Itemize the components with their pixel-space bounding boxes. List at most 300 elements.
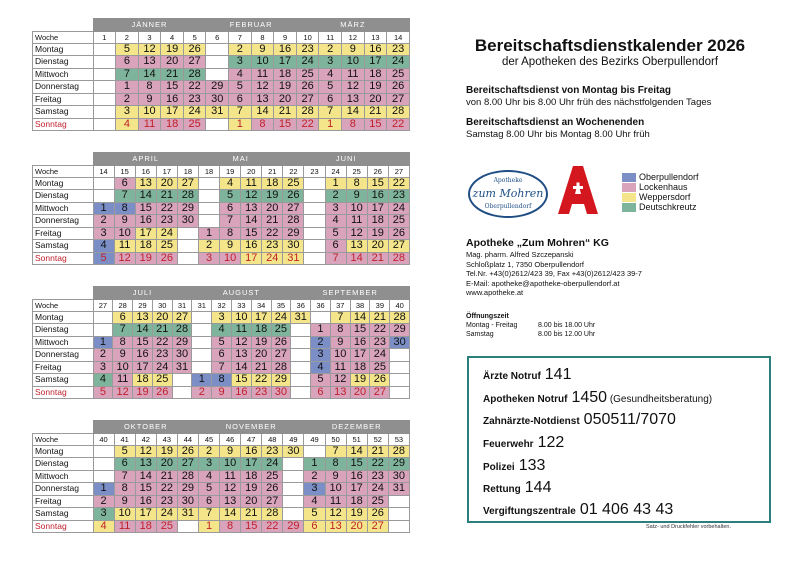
day-cell: 28	[296, 106, 319, 119]
day-cell: 17	[241, 458, 262, 471]
day-cell: 26	[283, 190, 304, 203]
week-number: 34	[251, 299, 271, 311]
day-cell: 11	[220, 470, 241, 483]
week-number: 24	[325, 165, 346, 177]
day-cell: 17	[135, 508, 156, 521]
week-number: 46	[220, 433, 241, 445]
day-cell	[192, 324, 212, 337]
day-cell: 24	[262, 458, 283, 471]
hours-days: Samstag	[466, 331, 494, 338]
logo-main-text: zum Mohren	[472, 187, 544, 200]
day-cell: 24	[296, 56, 319, 69]
page-subtitle: der Apotheken des Bezirks Oberpullendorf	[501, 56, 719, 68]
day-cell: 4	[229, 68, 252, 81]
day-cell: 7	[325, 445, 346, 458]
emergency-number: 141	[544, 366, 572, 383]
day-cell: 8	[114, 483, 135, 496]
weekend-service-heading: Bereitschaftsdienst an Wochenenden	[466, 117, 645, 128]
legend-label: Oberpullendorf	[639, 172, 699, 182]
emergency-row	[483, 457, 545, 475]
day-cell: 29	[177, 483, 198, 496]
day-cell: 24	[370, 349, 390, 362]
day-cell: 1	[93, 336, 113, 349]
day-cell: 13	[135, 458, 156, 471]
logo-top-text: Apotheke	[493, 177, 523, 184]
emergency-label: Polizei	[483, 462, 515, 473]
day-cell: 20	[367, 240, 388, 253]
day-cell	[93, 68, 116, 81]
month-header: SEPTEMBER	[291, 287, 410, 300]
day-cell: 4	[220, 177, 241, 190]
day-cell: 8	[342, 118, 365, 131]
pharmacy-web[interactable]: www.apotheke.at	[466, 288, 524, 297]
day-cell: 6	[116, 56, 139, 69]
row-label: Woche	[33, 31, 94, 43]
week-number: 2	[116, 31, 139, 43]
day-cell: 2	[325, 190, 346, 203]
pharmacy-contact	[466, 236, 642, 298]
row-label: Dienstag	[33, 190, 94, 203]
day-cell: 14	[342, 106, 365, 119]
day-cell	[192, 349, 212, 362]
week-number: 40	[93, 433, 114, 445]
day-cell: 18	[367, 215, 388, 228]
day-cell: 2	[192, 386, 212, 399]
day-cell: 3	[229, 56, 252, 69]
day-cell	[206, 68, 229, 81]
day-cell	[283, 495, 304, 508]
day-cell: 24	[156, 508, 177, 521]
day-cell	[304, 252, 325, 265]
month-header: OKTOBER	[93, 421, 198, 434]
week-number: 42	[135, 433, 156, 445]
day-cell: 12	[241, 190, 262, 203]
day-cell: 16	[241, 445, 262, 458]
day-cell: 9	[212, 386, 232, 399]
day-cell: 26	[387, 81, 410, 94]
day-cell: 11	[342, 68, 365, 81]
day-cell: 7	[116, 68, 139, 81]
day-cell: 11	[325, 495, 346, 508]
day-cell	[304, 227, 325, 240]
day-cell: 14	[135, 190, 156, 203]
day-cell: 12	[114, 252, 135, 265]
day-cell	[304, 215, 325, 228]
day-cell: 12	[251, 81, 274, 94]
day-cell: 5	[220, 190, 241, 203]
day-cell: 1	[93, 483, 114, 496]
day-cell: 22	[183, 81, 206, 94]
day-cell: 8	[325, 458, 346, 471]
week-number: 3	[138, 31, 161, 43]
day-cell: 27	[271, 349, 291, 362]
day-cell: 20	[241, 495, 262, 508]
week-number: 36	[291, 299, 311, 311]
day-cell: 7	[212, 361, 232, 374]
emergency-row	[483, 411, 676, 429]
day-cell: 28	[177, 470, 198, 483]
row-label: Samstag	[33, 374, 94, 387]
day-cell: 9	[220, 445, 241, 458]
day-cell: 17	[367, 202, 388, 215]
pharmacy-email[interactable]: E-Mail: apotheke@apotheke-oberpullendorf.at	[466, 278, 620, 288]
day-cell	[206, 118, 229, 131]
day-cell: 17	[350, 349, 370, 362]
row-label: Donnerstag	[33, 81, 94, 94]
day-cell	[93, 324, 113, 337]
legend-swatch	[622, 203, 636, 212]
day-cell: 28	[387, 106, 410, 119]
day-cell: 24	[183, 106, 206, 119]
day-cell: 26	[271, 336, 291, 349]
day-cell: 10	[138, 106, 161, 119]
day-cell: 25	[388, 215, 409, 228]
day-cell	[93, 106, 116, 119]
day-cell: 30	[177, 495, 198, 508]
legend-swatch	[622, 193, 636, 202]
day-cell: 2	[229, 43, 252, 56]
day-cell: 31	[177, 508, 198, 521]
day-cell: 20	[364, 93, 387, 106]
calendar-block	[32, 152, 410, 265]
day-cell: 22	[251, 374, 271, 387]
day-cell: 24	[387, 56, 410, 69]
week-number: 13	[364, 31, 387, 43]
week-number: 18	[177, 165, 198, 177]
week-number: 29	[133, 299, 153, 311]
day-cell: 3	[304, 483, 325, 496]
day-cell: 10	[346, 202, 367, 215]
row-label: Donnerstag	[33, 483, 94, 496]
day-cell: 16	[135, 215, 156, 228]
month-header: JULI	[93, 287, 192, 300]
day-cell: 3	[198, 458, 219, 471]
day-cell: 20	[346, 520, 367, 533]
week-number: 33	[231, 299, 251, 311]
day-cell: 21	[274, 106, 297, 119]
row-label: Montag	[33, 43, 94, 56]
day-cell: 14	[135, 470, 156, 483]
day-cell: 16	[367, 190, 388, 203]
day-cell: 20	[156, 458, 177, 471]
emergency-number: 144	[524, 479, 552, 496]
calendar-block	[32, 420, 410, 533]
row-label: Mittwoch	[33, 202, 94, 215]
day-cell: 5	[311, 374, 331, 387]
day-cell: 25	[296, 68, 319, 81]
day-cell: 5	[93, 386, 113, 399]
day-cell	[93, 56, 116, 69]
day-cell: 7	[114, 470, 135, 483]
hours-time: 8.00 bis 12.00 Uhr	[538, 331, 596, 338]
day-cell: 14	[231, 361, 251, 374]
day-cell: 19	[364, 81, 387, 94]
opening-hours-row	[466, 321, 610, 330]
week-number: 5	[183, 31, 206, 43]
day-cell: 15	[364, 118, 387, 131]
month-header: APRIL	[93, 153, 198, 166]
weekend-service-text: Samstag 8.00 Uhr bis Montag 8.00 Uhr früh	[466, 129, 650, 140]
month-header: JUNI	[283, 153, 410, 166]
day-cell	[198, 190, 219, 203]
day-cell	[390, 374, 410, 387]
day-cell: 26	[370, 374, 390, 387]
day-cell	[93, 458, 114, 471]
day-cell: 7	[325, 252, 346, 265]
hours-time: 8.00 bis 18.00 Uhr	[538, 322, 596, 329]
day-cell: 6	[114, 458, 135, 471]
day-cell: 6	[198, 495, 219, 508]
week-number: 19	[220, 165, 241, 177]
day-cell: 25	[156, 240, 177, 253]
day-cell: 11	[113, 374, 133, 387]
week-number: 7	[229, 31, 252, 43]
day-cell	[93, 118, 116, 131]
page-title: Bereitschaftsdienstkalender 2026	[474, 36, 746, 55]
legend-label: Weppersdorf	[639, 192, 691, 202]
day-cell	[390, 361, 410, 374]
day-cell: 8	[346, 177, 367, 190]
day-cell: 16	[135, 495, 156, 508]
day-cell: 30	[388, 470, 409, 483]
day-cell: 2	[93, 215, 114, 228]
day-cell: 24	[262, 252, 283, 265]
emergency-row	[483, 389, 712, 407]
day-cell	[93, 190, 114, 203]
day-cell: 30	[172, 349, 192, 362]
day-cell: 10	[342, 56, 365, 69]
month-header: FEBRUAR	[206, 19, 296, 32]
day-cell: 27	[296, 93, 319, 106]
day-cell: 27	[262, 495, 283, 508]
emergency-label: Apotheken Notruf	[483, 394, 568, 405]
day-cell: 11	[138, 118, 161, 131]
day-cell	[388, 520, 409, 533]
week-number: 51	[346, 433, 367, 445]
day-cell: 1	[93, 202, 114, 215]
day-cell: 8	[220, 520, 241, 533]
day-cell: 22	[296, 118, 319, 131]
day-cell: 25	[367, 495, 388, 508]
day-cell: 5	[116, 43, 139, 56]
day-cell	[304, 177, 325, 190]
day-cell: 6	[113, 311, 133, 324]
day-cell	[177, 227, 198, 240]
day-cell: 19	[262, 190, 283, 203]
day-cell: 6	[114, 177, 135, 190]
day-cell: 3	[212, 311, 232, 324]
day-cell: 25	[387, 68, 410, 81]
day-cell: 10	[231, 311, 251, 324]
day-cell: 1	[229, 118, 252, 131]
month-header: JÄNNER	[93, 19, 206, 32]
row-label: Montag	[33, 177, 94, 190]
day-cell: 11	[346, 215, 367, 228]
day-cell: 23	[370, 336, 390, 349]
day-cell: 21	[367, 445, 388, 458]
logo-bottom-text: Oberpullendorf	[484, 203, 532, 210]
day-cell: 30	[271, 386, 291, 399]
day-cell: 10	[220, 252, 241, 265]
day-cell: 5	[325, 227, 346, 240]
day-cell: 26	[367, 508, 388, 521]
day-cell: 13	[241, 202, 262, 215]
emergency-number: 133	[518, 457, 546, 474]
day-cell: 3	[93, 361, 113, 374]
day-cell: 31	[172, 361, 192, 374]
day-cell: 17	[251, 311, 271, 324]
day-cell: 19	[133, 386, 153, 399]
day-cell: 16	[161, 93, 184, 106]
week-number: 45	[198, 433, 219, 445]
day-cell: 15	[367, 177, 388, 190]
day-cell: 17	[364, 56, 387, 69]
row-label: Mittwoch	[33, 470, 94, 483]
day-cell: 5	[319, 81, 342, 94]
day-cell: 22	[156, 202, 177, 215]
pharmacy-phone: Tel.Nr. +43(0)2612/423 39, Fax +43(0)2612/423 39-7	[466, 269, 642, 278]
day-cell: 16	[274, 43, 297, 56]
day-cell: 31	[283, 252, 304, 265]
day-cell: 12	[346, 227, 367, 240]
day-cell: 30	[390, 336, 410, 349]
day-cell: 28	[262, 508, 283, 521]
weekend-service-info	[466, 117, 650, 141]
day-cell: 13	[135, 177, 156, 190]
day-cell: 22	[367, 458, 388, 471]
day-cell: 28	[390, 311, 410, 324]
day-cell: 26	[296, 81, 319, 94]
day-cell: 1	[198, 520, 219, 533]
day-cell: 12	[330, 374, 350, 387]
row-label: Dienstag	[33, 324, 94, 337]
day-cell: 25	[271, 324, 291, 337]
day-cell: 2	[311, 336, 331, 349]
day-cell: 5	[304, 508, 325, 521]
day-cell	[390, 386, 410, 399]
day-cell	[291, 349, 311, 362]
day-cell: 17	[346, 483, 367, 496]
day-cell: 10	[325, 483, 346, 496]
week-number: 31	[192, 299, 212, 311]
day-cell: 22	[370, 324, 390, 337]
day-cell: 12	[342, 81, 365, 94]
week-number: 49	[304, 433, 325, 445]
pharmacy-address: Schloßplatz 1, 7350 Oberpullendorf	[466, 259, 584, 269]
day-cell: 4	[198, 470, 219, 483]
day-cell: 4	[116, 118, 139, 131]
legend	[622, 172, 699, 212]
week-number: 50	[325, 433, 346, 445]
calendar-block	[32, 286, 410, 399]
weekday-service-info	[466, 85, 711, 109]
weekday-service-heading: Bereitschaftsdienst von Montag bis Freitag	[466, 85, 672, 96]
day-cell: 2	[198, 240, 219, 253]
day-cell: 28	[172, 324, 192, 337]
emergency-label: Rettung	[483, 484, 521, 495]
day-cell: 28	[177, 190, 198, 203]
day-cell: 19	[274, 81, 297, 94]
day-cell: 23	[262, 445, 283, 458]
day-cell: 1	[116, 81, 139, 94]
day-cell	[388, 495, 409, 508]
day-cell: 26	[177, 445, 198, 458]
month-header: AUGUST	[192, 287, 291, 300]
day-cell: 26	[262, 483, 283, 496]
day-cell: 25	[283, 177, 304, 190]
row-label: Freitag	[33, 495, 94, 508]
week-number: 36	[311, 299, 331, 311]
week-number: 15	[114, 165, 135, 177]
day-cell: 20	[251, 349, 271, 362]
day-cell: 9	[346, 190, 367, 203]
day-cell: 21	[156, 470, 177, 483]
day-cell: 27	[367, 520, 388, 533]
day-cell: 30	[206, 93, 229, 106]
day-cell: 29	[388, 458, 409, 471]
pharmacy-owner: Mag. pharm. Alfred Szczepanski	[466, 250, 574, 259]
legend-swatch	[622, 173, 636, 182]
week-number: 53	[388, 433, 409, 445]
day-cell: 9	[114, 215, 135, 228]
day-cell: 23	[387, 43, 410, 56]
day-cell	[388, 508, 409, 521]
day-cell: 25	[370, 361, 390, 374]
day-cell: 10	[330, 349, 350, 362]
day-cell: 13	[346, 240, 367, 253]
day-cell: 1	[319, 118, 342, 131]
day-cell: 2	[319, 43, 342, 56]
day-cell: 28	[283, 215, 304, 228]
week-number: 47	[241, 433, 262, 445]
weekday-service-text: von 8.00 Uhr bis 8.00 Uhr früh des nächstfolgenden Tages	[466, 97, 712, 108]
emergency-label: Feuerwehr	[483, 439, 534, 450]
day-cell: 14	[133, 324, 153, 337]
day-cell: 22	[387, 118, 410, 131]
day-cell	[283, 458, 304, 471]
day-cell	[93, 470, 114, 483]
day-cell: 13	[251, 93, 274, 106]
day-cell: 7	[330, 311, 350, 324]
day-cell: 16	[241, 240, 262, 253]
week-number: 6	[206, 31, 229, 43]
day-cell: 30	[283, 445, 304, 458]
day-cell	[192, 336, 212, 349]
day-cell: 29	[172, 336, 192, 349]
day-cell: 24	[152, 361, 172, 374]
pharmacy-name: Apotheke „Zum Mohren“ KG	[466, 237, 609, 249]
week-number: 32	[212, 299, 232, 311]
day-cell: 5	[114, 445, 135, 458]
day-cell: 7	[198, 508, 219, 521]
day-cell	[172, 386, 192, 399]
day-cell: 26	[156, 252, 177, 265]
week-number: 31	[172, 299, 192, 311]
row-label: Woche	[33, 165, 94, 177]
day-cell: 6	[304, 520, 325, 533]
day-cell: 6	[319, 93, 342, 106]
day-cell: 16	[133, 349, 153, 362]
day-cell: 7	[319, 106, 342, 119]
week-number: 8	[251, 31, 274, 43]
week-number: 18	[198, 165, 219, 177]
day-cell: 2	[116, 93, 139, 106]
day-cell: 29	[283, 227, 304, 240]
day-cell: 8	[114, 202, 135, 215]
day-cell: 6	[229, 93, 252, 106]
day-cell: 22	[262, 227, 283, 240]
day-cell: 27	[283, 202, 304, 215]
